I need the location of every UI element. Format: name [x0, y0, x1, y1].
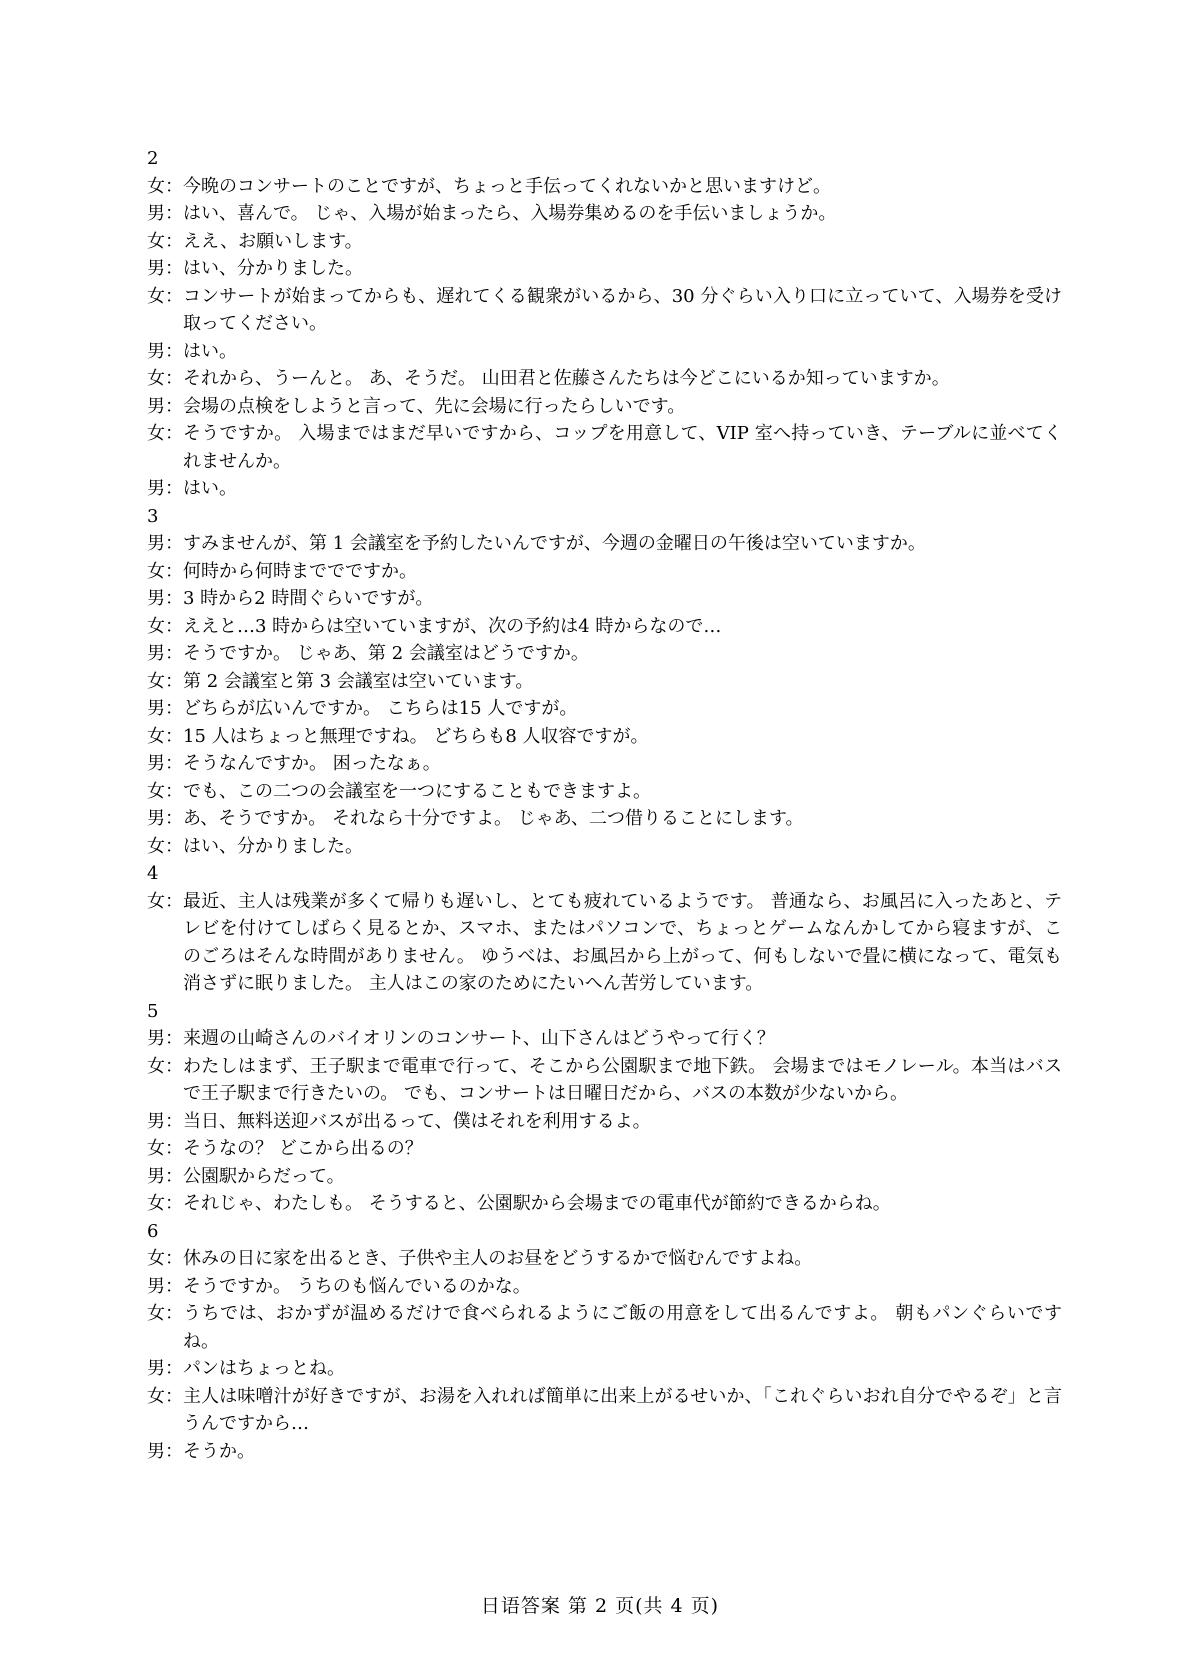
- dialogue-line: [147, 1245, 1062, 1273]
- dialogue-text: はい、喜んで。 じゃ、入場が始まったら、入場券集めるのを手伝いましょうか。: [183, 203, 837, 224]
- section-number: 3: [147, 505, 159, 527]
- dialogue-line: [147, 173, 1062, 201]
- section-number: 4: [147, 863, 159, 884]
- dialogue-text: そうなんですか。 困ったなぁ。: [183, 753, 441, 774]
- speaker-label: 男：: [147, 1110, 183, 1132]
- dialogue-text: どちらが広いんですか。 こちらは15 人ですが。: [183, 698, 578, 719]
- dialogue-text: 最近、主人は残業が多くて帰りも遅いし、とても疲れているようです。 普通なら、お風呂に入ったあと、テレビを付けてしばらく見るとか、スマホ、またはパソコンで、ちょっとゲームなんかしてから寝ますが、このごろはそんな時間がありません。 ゆうべは、お風呂から上がって、何もしないで畳に横になって、電気も消さずに眠りました。 主人はこの家のためにたいへん苦労しています。: [183, 890, 1062, 994]
- speaker-label: 女：: [147, 615, 183, 637]
- dialogue-line: [147, 1108, 1062, 1136]
- dialogue-content: [147, 145, 1062, 1465]
- dialogue-text: 来週の山崎さんのバイオリンのコンサート、山下さんはどうやって行く？: [183, 1028, 775, 1049]
- speaker-label: 男：: [147, 1165, 183, 1187]
- speaker-label: 女：: [147, 1055, 183, 1077]
- dialogue-line: [147, 558, 1062, 586]
- dialogue-line: [147, 640, 1062, 668]
- dialogue-text: すみませんが、第 1 会議室を予約したいんですが、今週の金曜日の午後は空いていますか。: [183, 533, 926, 554]
- dialogue-line: [147, 1163, 1062, 1191]
- section-number: 6: [147, 1220, 159, 1242]
- dialogue-text: はい。: [183, 478, 237, 499]
- dialogue-line: [147, 1273, 1062, 1301]
- dialogue-line: [147, 1355, 1062, 1383]
- dialogue-line: [147, 365, 1062, 393]
- dialogue-text: 主人は味噌汁が好きですが、お湯を入れれば簡単に出来上がるせいか、「これぐらいおれ自分でやるぞ」と言うんですから…: [183, 1385, 1062, 1434]
- dialogue-text: そうなの？ どこから出るの？: [183, 1138, 423, 1159]
- dialogue-text: ええ、お願いします。: [183, 230, 363, 252]
- speaker-label: 女：: [147, 560, 183, 582]
- dialogue-line: [147, 420, 1062, 475]
- dialogue-line: [147, 1135, 1062, 1163]
- dialogue-text: そうですか。 じゃあ、第 2 会議室はどうですか。: [183, 643, 589, 664]
- dialogue-line: [147, 750, 1062, 778]
- dialogue-text: 3 時から2 時間ぐらいですが。: [183, 588, 434, 609]
- speaker-label: 男：: [147, 698, 183, 719]
- dialogue-text: でも、この二つの会議室を一つにすることもできますよ。: [183, 780, 651, 802]
- speaker-label: 男：: [147, 643, 183, 664]
- speaker-label: 女：: [147, 890, 183, 912]
- speaker-label: 男：: [147, 395, 183, 417]
- speaker-label: 女：: [147, 725, 183, 747]
- speaker-label: 男：: [147, 1440, 183, 1462]
- dialogue-text: あ、そうですか。 それなら十分ですよ。 じゃあ、二つ借りることにします。: [183, 808, 804, 829]
- page-footer: 日语答案 第 2 页(共 4 页): [480, 1595, 720, 1617]
- dialogue-text: 会場の点検をしようと言って、先に会場に行ったらしいです。: [183, 395, 686, 417]
- speaker-label: 女：: [147, 175, 183, 197]
- dialogue-text: 何時から何時まででですか。: [183, 560, 417, 582]
- speaker-label: 女：: [147, 285, 183, 307]
- speaker-label: 男：: [147, 258, 183, 279]
- dialogue-text: コンサートが始まってからも、遅れてくる観衆がいるから、30 分ぐらい入り口に立っていて、入場券を受け取ってください。: [183, 285, 1062, 334]
- dialogue-line: [147, 1025, 1062, 1053]
- dialogue-line: [147, 1383, 1062, 1438]
- section-number: 5: [147, 1000, 159, 1022]
- dialogue-line: [147, 228, 1062, 256]
- dialogue-text: そうですか。 入場まではまだ早いですから、コップを用意して、VIP 室へ持っていき、テーブルに並べてくれませんか。: [183, 423, 1062, 472]
- section-number: 2: [147, 148, 159, 169]
- speaker-label: 女：: [147, 1193, 183, 1214]
- dialogue-text: はい。: [183, 340, 237, 362]
- speaker-label: 男：: [147, 1358, 183, 1379]
- dialogue-line: [147, 338, 1062, 366]
- dialogue-line: [147, 1300, 1062, 1355]
- speaker-label: 男：: [147, 588, 183, 609]
- dialogue-line: [147, 200, 1062, 228]
- dialogue-line: [147, 1438, 1062, 1466]
- dialogue-line: [147, 613, 1062, 641]
- dialogue-line: [147, 530, 1062, 558]
- dialogue-text: それから、うーんと。 あ、そうだ。 山田君と佐藤さんたちは今どこにいるか知っていますか。: [183, 368, 950, 389]
- speaker-label: 男：: [147, 340, 183, 362]
- dialogue-text: パンはちょっとね。: [183, 1358, 345, 1379]
- dialogue-line: [147, 668, 1062, 696]
- dialogue-text: はい、分かりました。: [183, 258, 363, 279]
- speaker-label: 男：: [147, 1275, 183, 1297]
- dialogue-line: [147, 475, 1062, 503]
- dialogue-text: ええと…3 時からは空いていますが、次の予約は4 時からなので…: [183, 615, 722, 637]
- dialogue-line: [147, 888, 1062, 998]
- speaker-label: 女：: [147, 835, 183, 857]
- speaker-label: 女：: [147, 1303, 183, 1324]
- dialogue-text: それじゃ、わたしも。 そうすると、公園駅から会場までの電車代が節約できるからね。: [183, 1193, 891, 1214]
- dialogue-text: 公園駅からだって。: [183, 1165, 345, 1187]
- dialogue-text: そうですか。 うちのも悩んでいるのかな。: [183, 1275, 531, 1297]
- dialogue-text: 当日、無料送迎バスが出るって、僕はそれを利用するよ。: [183, 1110, 651, 1132]
- dialogue-text: うちでは、おかずが温めるだけで食べられるようにご飯の用意をして出るんですよ。 朝もパンぐらいですね。: [183, 1303, 1062, 1352]
- dialogue-line: [147, 585, 1062, 613]
- speaker-label: 男：: [147, 203, 183, 224]
- dialogue-line: [147, 255, 1062, 283]
- speaker-label: 男：: [147, 753, 183, 774]
- dialogue-text: そうか。: [183, 1440, 255, 1462]
- dialogue-line: [147, 1190, 1062, 1218]
- speaker-label: 男：: [147, 533, 183, 554]
- dialogue-line: [147, 833, 1062, 861]
- speaker-label: 女：: [147, 368, 183, 389]
- dialogue-line: [147, 723, 1062, 751]
- dialogue-line: [147, 1053, 1062, 1108]
- speaker-label: 女：: [147, 230, 183, 252]
- dialogue-line: [147, 695, 1062, 723]
- speaker-label: 男：: [147, 808, 183, 829]
- dialogue-text: はい、分かりました。: [183, 835, 363, 857]
- speaker-label: 女：: [147, 670, 183, 692]
- dialogue-line: [147, 778, 1062, 806]
- dialogue-text: 休みの日に家を出るとき、子供や主人のお昼をどうするかで悩むんですよね。: [183, 1248, 813, 1269]
- speaker-label: 女：: [147, 1248, 183, 1269]
- dialogue-line: [147, 283, 1062, 338]
- speaker-label: 女：: [147, 1385, 183, 1407]
- speaker-label: 男：: [147, 478, 183, 499]
- speaker-label: 男：: [147, 1028, 183, 1049]
- speaker-label: 女：: [147, 780, 183, 802]
- speaker-label: 女：: [147, 423, 183, 444]
- dialogue-line: [147, 805, 1062, 833]
- dialogue-text: 第 2 会議室と第 3 会議室は空いています。: [183, 670, 534, 692]
- dialogue-text: 15 人はちょっと無理ですね。 どちらも8 人収容ですが。: [183, 725, 649, 747]
- speaker-label: 女：: [147, 1138, 183, 1159]
- dialogue-line: [147, 393, 1062, 421]
- dialogue-text: わたしはまず、王子駅まで電車で行って、そこから公園駅まで地下鉄。 会場まではモノレール。本当はバスで王子駅まで行きたいの。 でも、コンサートは日曜日だから、バスの本数が少ないから。: [183, 1055, 1062, 1104]
- dialogue-text: 今晩のコンサートのことですが、ちょっと手伝ってくれないかと思いますけど。: [183, 175, 831, 197]
